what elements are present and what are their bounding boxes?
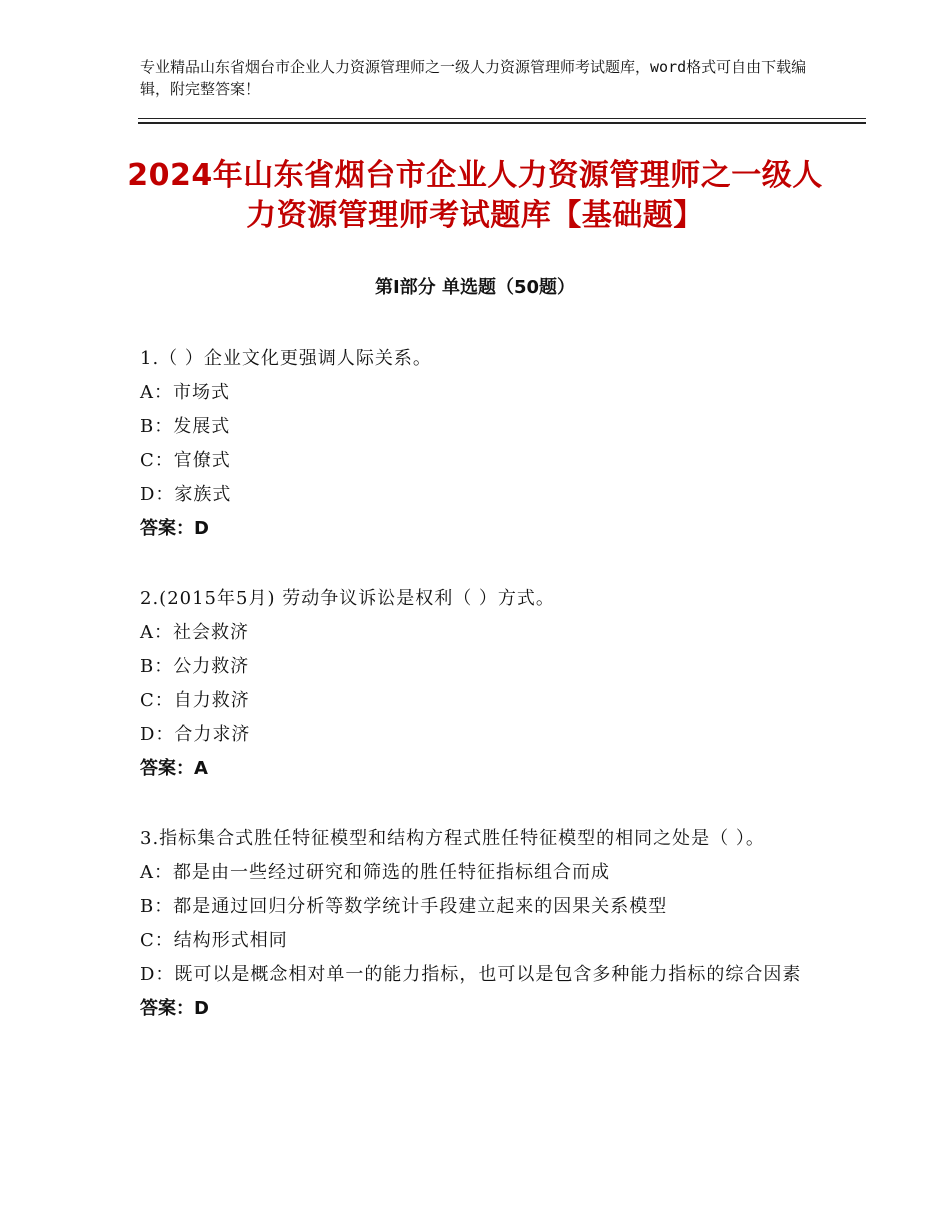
question-stem: 3.指标集合式胜任特征模型和结构方程式胜任特征模型的相同之处是（ ）。 — [140, 828, 765, 849]
option-b: B：都是通过回归分析等数学统计手段建立起来的因果关系模型 — [140, 896, 668, 917]
answer: 答案：D — [140, 998, 209, 1019]
option-d: D：家族式 — [140, 484, 232, 505]
header-divider-thick — [138, 122, 866, 124]
option-b: B：公力救济 — [140, 656, 250, 677]
option-c: C：官僚式 — [140, 450, 231, 471]
question-2 — [140, 582, 820, 786]
option-b: B：发展式 — [140, 416, 231, 437]
question-list — [140, 342, 820, 1062]
answer: 答案：A — [140, 758, 208, 779]
header-divider-thin — [138, 118, 866, 119]
question-stem: 1.（ ）企业文化更强调人际关系。 — [140, 348, 432, 369]
question-1 — [140, 342, 820, 546]
option-a: A：社会救济 — [140, 622, 249, 643]
question-3 — [140, 822, 820, 1026]
option-c: C：自力救济 — [140, 690, 250, 711]
answer: 答案：D — [140, 518, 209, 539]
option-c: C：结构形式相同 — [140, 930, 288, 951]
option-a: A：市场式 — [140, 382, 230, 403]
question-stem: 2.(2015年5月) 劳动争议诉讼是权利（ ）方式。 — [140, 588, 555, 609]
header-note: 专业精品山东省烟台市企业人力资源管理师之一级人力资源管理师考试题库，word格式可自由下载编辑，附完整答案！ — [140, 58, 807, 98]
document-title: 2024年山东省烟台市企业人力资源管理师之一级人力资源管理师考试题库【基础题】 — [127, 158, 823, 233]
section-title: 第Ⅰ部分 单选题（50题） — [374, 277, 575, 298]
option-a: A：都是由一些经过研究和筛选的胜任特征指标组合而成 — [140, 862, 610, 883]
option-d: D：既可以是概念相对单一的能力指标，也可以是包含多种能力指标的综合因素 — [140, 964, 802, 985]
option-d: D：合力求济 — [140, 724, 251, 745]
